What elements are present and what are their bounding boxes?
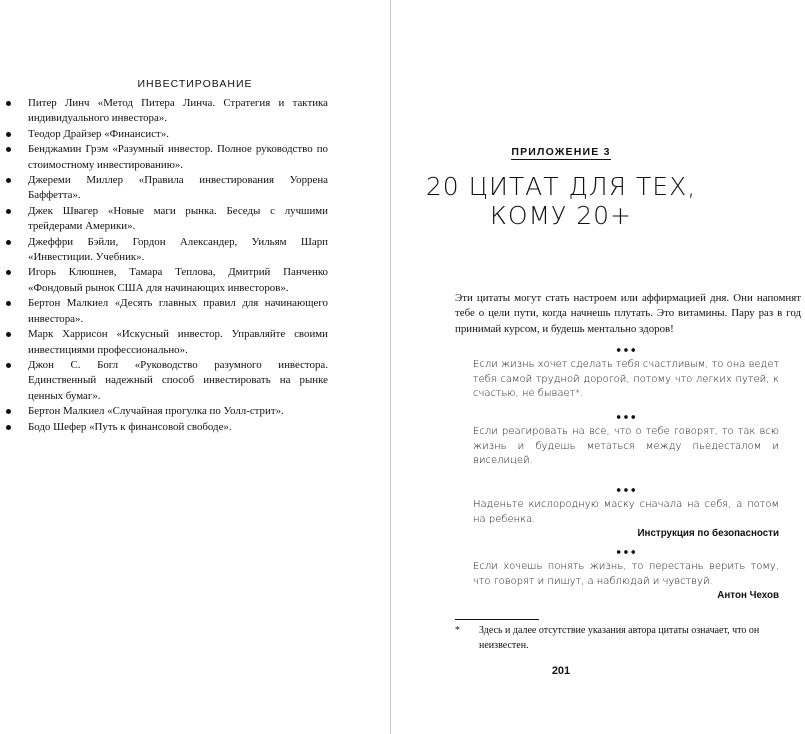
bullet-icon bbox=[6, 209, 11, 214]
right-page bbox=[391, 0, 805, 734]
quote-text: Если хочешь понять жизнь, то перестань верить тому, что говорят и пишут, а наблюдай и чувствуй. bbox=[473, 561, 779, 587]
book-title: Питер Линч «Метод Питера Линча. Стратегия и тактика индивидуального инвестора». bbox=[28, 97, 328, 125]
chapter-title-line-1: 20 ЦИТАТ ДЛЯ ТЕХ, bbox=[425, 172, 697, 201]
list-item bbox=[6, 204, 328, 235]
page-number: 201 bbox=[551, 665, 571, 677]
book-title: Бертон Малкиел «Случайная прогулка по Уолл-стрит». bbox=[28, 405, 284, 418]
quote-text: Если реагировать на все, что о тебе говорят, то так всю жизнь и будешь метаться между пьедесталом и виселицей. bbox=[473, 426, 779, 466]
appendix-label bbox=[391, 146, 731, 158]
appendix-label-text: ПРИЛОЖЕНИЕ 3 bbox=[511, 146, 611, 158]
quote-author: Антон Чехов bbox=[717, 590, 779, 601]
list-item bbox=[6, 358, 328, 404]
list-item bbox=[6, 142, 328, 173]
bullet-icon bbox=[6, 301, 11, 306]
chapter-title-line-2: КОМУ 20+ bbox=[489, 201, 633, 230]
list-item bbox=[6, 265, 328, 296]
quote-text: Если жизнь хочет сделать тебя счастливым, то она ведет тебя самой трудной дорогой, потому что легких путей, к счастью, не бывает*. bbox=[473, 359, 779, 399]
bullet-icon bbox=[6, 101, 11, 106]
book-title: Теодор Драйзер «Финансист». bbox=[28, 127, 169, 140]
intro-paragraph: Эти цитаты могут стать настроем или аффирмацией дня. Они напомнят тебе о цели пути, когда начнешь плутать. Это витамины. Пару раз в год принимай курсом, и будешь ментально здоров! bbox=[455, 292, 801, 335]
list-item bbox=[6, 404, 328, 419]
book-title: Бертон Малкиел «Десять главных правил для начинающего инвестора». bbox=[28, 297, 328, 325]
quote-block bbox=[473, 415, 779, 469]
book-title: Джек Швагер «Новые маги рынка. Беседы с лучшими трейдерами Америки». bbox=[28, 204, 328, 233]
list-item bbox=[6, 327, 328, 358]
book-title: Марк Харрисон «Искусный инвестор. Управляйте своими инвестициями профессионально». bbox=[28, 328, 328, 356]
book-title: Игорь Клюшнев, Тамара Теплова, Дмитрий Панченко «Фондовый рынок США для начинающих инвесторов». bbox=[28, 266, 328, 294]
quote-block bbox=[473, 550, 779, 603]
bullet-icon bbox=[6, 240, 11, 245]
bullet-icon bbox=[6, 363, 11, 368]
left-page bbox=[0, 0, 390, 734]
quote-author: Инструкция по безопасности bbox=[637, 528, 779, 539]
quote-block bbox=[473, 488, 779, 541]
bullet-icon bbox=[6, 332, 11, 337]
footnote bbox=[455, 624, 801, 653]
bullet-icon bbox=[6, 147, 11, 152]
list-item bbox=[6, 173, 328, 204]
list-item bbox=[6, 420, 328, 435]
footnote-text: Здесь и далее отсутствие указания автора цитаты означает, что он неизвестен. bbox=[479, 625, 760, 651]
list-item bbox=[6, 96, 328, 127]
chapter-title bbox=[391, 172, 731, 230]
bullet-icon bbox=[6, 178, 11, 183]
book-title: Джереми Миллер «Правила инвестирования Уоррена Баффетта». bbox=[28, 174, 328, 202]
bullet-icon bbox=[6, 132, 11, 137]
book-title: Бенджамин Грэм «Разумный инвестор. Полное руководство по стоимостному инвестированию». bbox=[28, 143, 328, 171]
list-item bbox=[6, 296, 328, 327]
bullet-icon bbox=[6, 270, 11, 275]
book-list bbox=[6, 96, 328, 435]
book-title: Джеффри Бэйли, Гордон Александер, Уильям Шарп «Инвестиции. Учебник». bbox=[28, 235, 328, 264]
ornament-dots-icon bbox=[615, 348, 637, 352]
bullet-icon bbox=[6, 409, 11, 414]
ornament-dots-icon bbox=[615, 415, 637, 419]
section-heading: ИНВЕСТИРОВАНИЕ bbox=[137, 78, 253, 90]
book-title: Джон С. Богл «Руководство разумного инвестора. Единственный надежный способ инвестировать на рынке ценных бумаг». bbox=[28, 358, 328, 402]
ornament-dots-icon bbox=[615, 550, 637, 554]
bullet-icon bbox=[6, 425, 11, 430]
quote-block bbox=[473, 348, 779, 402]
book-title: Бодо Шефер «Путь к финансовой свободе». bbox=[28, 420, 232, 433]
list-item bbox=[6, 127, 328, 142]
list-item bbox=[6, 235, 328, 266]
footnote-divider bbox=[455, 619, 539, 620]
footnote-mark: * bbox=[455, 625, 460, 636]
quote-text: Наденьте кислородную маску сначала на себя, а потом на ребенка. bbox=[473, 499, 779, 525]
ornament-dots-icon bbox=[615, 488, 637, 492]
